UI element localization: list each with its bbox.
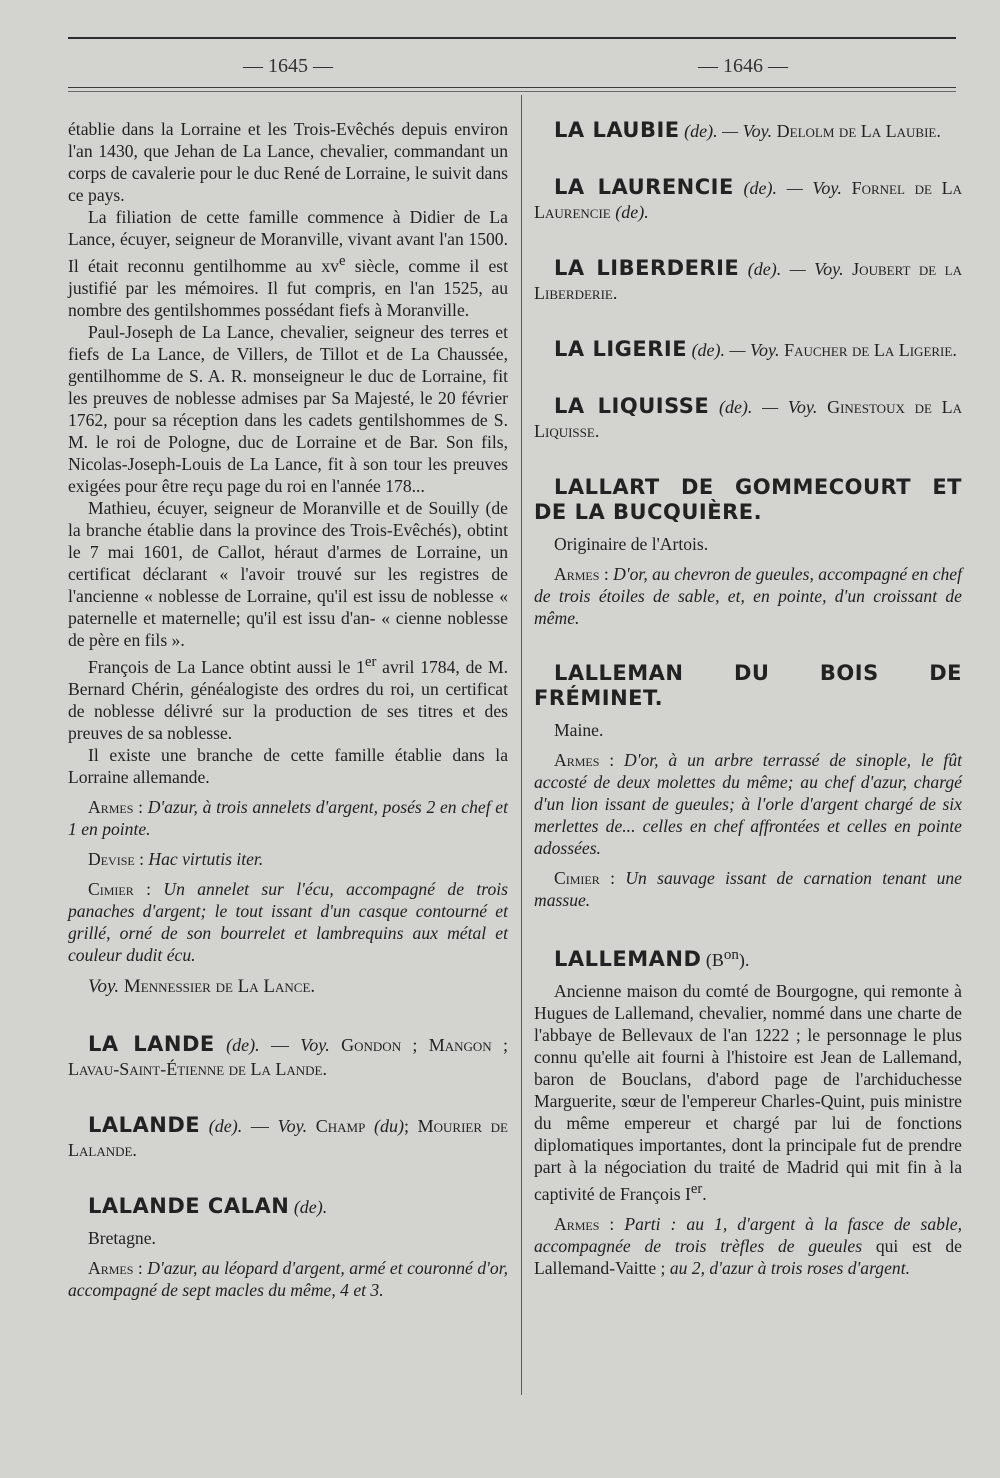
text: La filiation de cette famille commence à Didier de La Lance, écuyer, seigneur de Moranville, vivant avant l'an 1500. Il était reconnu gentilhomme au xv [68,207,508,276]
column-divider [521,95,522,1395]
paragraph: établie dans la Lorraine et les Trois-Evêchés depuis environ l'an 1430, que Jehan de La Lance, chevalier, commandant un corps de cavalerie pour le duc René de Lorraine, le suivit dans ce pays. [68,119,508,205]
page-number-left: — 1645 — [243,55,333,77]
text: Voy. [300,1034,330,1055]
armes-entry: Armes : Parti : au 1, d'argent à la fasce de sable, accompagnée de trois trèfles de gueules qui est de Lallemand-Vaitte ; au 2, d'azur à trois roses d'argent. [534,1213,963,1278]
label: Armes [88,1257,134,1278]
text: (de). [747,259,782,279]
text: D'or, au chevron de gueules, accompagné en chef de trois étoiles de sable, et, en pointe, d'un croissant de même. [534,564,962,628]
paragraph [68,651,508,744]
entry-title: LA LIBERDERIE [554,256,740,280]
entry-title: LA LAUBIE [554,118,680,142]
text: Ancienne maison du comté de Bourgogne, qui remonte à Hugues de Lallemand, chevalier, nommé dans une charte de l'abbaye de Bellevaux de l'an 1222 ; le personnage le plus connu qu'elle ait fourni à l'histoire est Jean de Lallemand, baron de Bouclans, d'abord page de l'archiduchesse Marguerite, sœur de l'empereur Charles-Quint, puis ministre du même empereur et chargé par lui de fonctions diplomatiques importantes, dont la principale fut de prendre part à la négociation du traité de Madrid qui mit fin à la captivité de François I [534,981,962,1204]
entry-la-lande [68,1032,508,1081]
superscript: er [364,653,377,670]
text: — Voy. [786,178,842,198]
text: Delolm de La Laubie. [776,121,941,141]
text: Un sauvage issant de carnation tenant une massue. [534,868,962,910]
armes-entry: Armes : D'or, à un arbre terrassé de sinople, le fût accosté de deux molettes du même; au chef d'azur, chargé d'un lion issant de gueules; à l'orle d'argent chargé de six merlettes de... celles en chef affrontées et celles en pointe adossées. [534,750,963,858]
text: (de). [293,1196,328,1217]
left-column [68,118,508,1301]
right-column [534,118,962,1279]
text: Ginestoux de La Liquisse. [534,397,962,441]
entry-lalande [68,1113,508,1162]
text: (de). [615,202,649,222]
text: Voy. [277,1115,308,1136]
cimier-entry: Cimier : Un sauvage issant de carnation tenant une massue. [534,868,962,910]
entry-lallart [534,475,962,525]
devise-entry: Devise : Hac virtutis iter. [88,848,264,869]
origin: Originaire de l'Artois. [554,534,709,554]
text: (de). [718,397,753,417]
label: Armes [554,564,600,584]
entry-lallemand [534,943,962,972]
text: Parti : au 1, d'argent à la fasce de sable, accompagnée de trois trèfles de gueules [534,1213,963,1256]
text: Mennessier de La Lance. [123,975,316,997]
text: (B [705,950,724,970]
label: Cimier [554,868,600,888]
text: (de). [691,340,726,360]
top-rule [68,37,956,39]
entry-la-laubie [534,118,962,143]
superscript: er [690,1181,703,1197]
superscript: e [338,253,346,269]
entry-lalleman [534,661,962,711]
label: Devise [88,848,135,869]
armes-entry: Armes : D'azur, à trois annelets d'argent, posés 2 en chef et 1 en pointe. [68,796,508,839]
entry-title: LA LIQUISSE [554,394,710,418]
text: qui est de Lallemand-Vaitte ; [534,1235,962,1278]
text: — Voy. [762,397,818,417]
entry-lalande-calan [68,1194,508,1219]
text: D'azur, au léopard d'argent, armé et couronné d'or, accompagné de sept macles du même, 4 et 3. [68,1257,508,1300]
text: avril 1784, de M. Bernard Chérin, généalogiste des ordres du roi, un certificat de noblesse délivré sur la production de ses titres et des preuves de sa noblesse. [68,656,509,743]
text: D'azur, à trois annelets d'argent, posés 2 en chef et 1 en pointe. [68,796,508,839]
text: (de). [226,1034,260,1055]
entry-title: LA LANDE [88,1031,215,1056]
paragraph: Paul-Joseph de La Lance, chevalier, seigneur des terres et fiefs de La Lance, de Villers, de Tillot et de La Chaussée, gentilhomme de S. A. R. monseigneur le duc de Lorraine, fit les preuves de noblesse admises par Sa Majesté, le 20 février 1762, pour sa réception dans les cadets gentilshommes de S. M. le roi de Pologne, duc de Lorraine et de Bar. Son fils, Nicolas-Joseph-Louis de La Lance, fit à son tour les preuves exigées pour être reçu page du roi en l'année 178... [68,321,508,496]
text: François de La Lance obtint aussi le 1 [88,656,365,677]
cimier-entry: Cimier : Un annelet sur l'écu, accompagné de trois panaches d'argent; le tout issant d'un casque contourné et grillé, orné de son bourrelet et lambrequins aux métal et couleur dudit écu. [68,878,508,965]
label: Armes [88,796,134,817]
text: siècle, comme il est justifié par les mémoires. Il fut compris, en l'an 1525, au nombre des gentilshommes possédant fiefs à Moranville. [68,255,508,320]
entry-title: LALLART DE GOMMECOURT ET DE LA BUCQUIÈRE. [534,475,962,524]
paragraph: Mathieu, écuyer, seigneur de Moranville et de Souilly (de la branche établie dans la province des Trois-Evêchés), obtint le 7 mai 1601, de Callot, héraut d'armes de Lorraine, un certificat déclarant « l'avoir trouvé sur les registres de l'ancienne « noblesse de Lorraine, qu'il est issu de noblesse « paternelle et maternelle; qu'il est issu d'an- « cienne noblesse de père en fils ». [68,497,508,650]
label: Armes [554,750,600,770]
superscript: on [723,947,739,963]
entry-title: LALANDE CALAN [88,1193,290,1218]
text: Joubert de la Liberderie. [534,259,963,303]
text: Un annelet sur l'écu, accompagné de trois panaches d'argent; le tout issant d'un casque contourné et grillé, orné de son bourrelet et lambrequins aux métal et couleur dudit écu. [68,878,508,965]
armes-entry: Armes : D'or, au chevron de gueules, accompagné en chef de trois étoiles de sable, et, en pointe, d'un croissant de même. [534,564,962,628]
text: Fornel de La Laurencie [534,178,962,222]
text: D'or, à un arbre terrassé de sinople, le fût accosté de deux molettes du même; au chef d'azur, chargé d'un lion issant de gueules; à l'orle d'argent chargé de six merlettes de... celles en chef affrontées et celles en pointe adossées. [534,750,963,858]
text: (de). [684,121,718,141]
voy-reference [68,974,508,1000]
entry-la-ligerie [534,337,962,362]
entry-title: LA LAURENCIE [554,175,734,199]
text: (de). [208,1115,243,1136]
text: — [270,1034,289,1055]
paragraph: Il existe une branche de cette famille établie dans la Lorraine allemande. [68,744,508,787]
text: — Voy. [789,259,844,279]
text: Faucher de La Ligerie. [784,340,957,360]
paragraph [534,980,962,1205]
header-rule-thin [68,91,956,92]
text: Voy. [88,975,120,997]
origin: Bretagne. [88,1227,156,1248]
entry-title: LALLEMAND [554,947,702,971]
text: — Voy. [722,121,773,141]
page-number-right: — 1646 — [698,55,788,77]
text: (de). [743,178,778,198]
text: ). [738,950,750,970]
label: Cimier [88,878,134,899]
text: Gondon ; Mangon ; Lavau-Saint-Étienne de La Lande. [68,1034,509,1079]
entry-la-liquisse [534,394,962,443]
origin: Maine. [554,720,604,740]
text: Champ [315,1115,366,1136]
text: Hac virtutis iter. [148,848,264,869]
armes-entry: Armes : D'azur, au léopard d'argent, armé et couronné d'or, accompagné de sept macles du même, 4 et 3. [68,1257,508,1300]
entry-title: LALLEMAN DU BOIS DE FRÉMINET. [534,661,962,710]
entry-la-laurencie [534,175,962,224]
entry-title: LA LIGERIE [554,337,688,361]
entry-title: LALANDE [88,1112,201,1137]
entry-la-liberderie [534,256,962,305]
text: — [250,1115,269,1136]
text: (du) [373,1115,404,1136]
text: . [702,1183,707,1204]
text: ; Mourier de Lalande. [68,1115,508,1160]
paragraph [68,206,508,321]
header-rule [68,87,956,88]
text: — Voy. [729,340,780,360]
text: au 2, d'azur à trois roses d'argent. [669,1257,910,1278]
label: Armes [554,1213,600,1234]
